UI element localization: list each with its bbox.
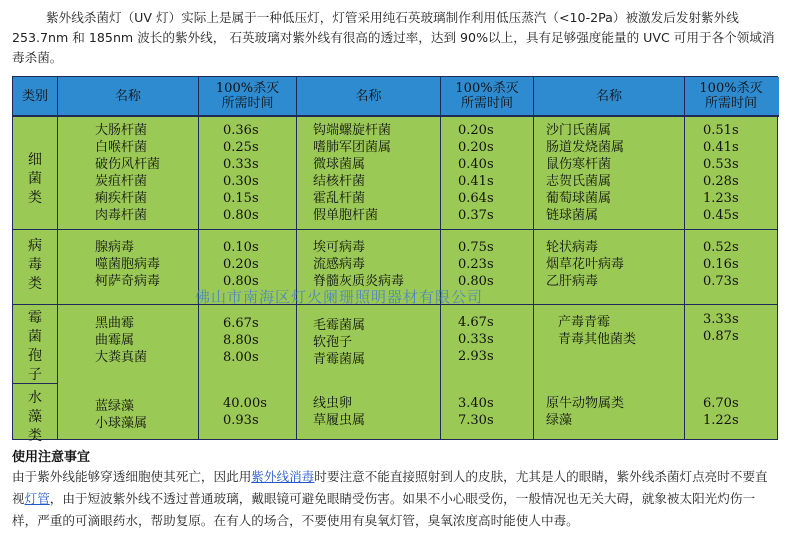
category-bacteria: 细 菌 类: [28, 152, 42, 206]
list-item: 0.64s: [458, 191, 494, 206]
list-item: 大肠杆菌: [95, 123, 148, 138]
list-item: 肠道发烧菌属: [546, 140, 625, 155]
list-item: 痢疾杆菌: [95, 191, 148, 206]
list-item: 产毒青霉: [558, 315, 611, 330]
category-algae: 水 藻 类: [28, 390, 42, 444]
grid-line: [57, 77, 58, 439]
list-item: 8.80s: [223, 333, 259, 348]
list-item: 毛霉菌属: [313, 318, 366, 333]
lamp-tube-link[interactable]: 灯管: [24, 491, 50, 506]
list-item: 原牛动物属类: [546, 396, 625, 411]
list-item: 0.36s: [223, 123, 259, 138]
list-item: 葡萄球菌属: [546, 191, 612, 206]
list-item: 0.10s: [223, 240, 259, 255]
virus-times-3: [703, 239, 739, 290]
list-item: 青霉菌属: [313, 352, 366, 367]
list-item: 1.23s: [703, 191, 739, 206]
list-item: 0.28s: [703, 174, 739, 189]
grid-line: [13, 229, 777, 230]
notes-title: 使用注意事宜: [12, 450, 91, 465]
list-item: 6.70s: [703, 396, 739, 411]
algae-names-3: [546, 395, 624, 429]
list-item: 7.30s: [458, 413, 494, 428]
header-name-2: 名称: [355, 88, 382, 104]
header-name-3: 名称: [595, 88, 622, 104]
list-item: 0.25s: [223, 140, 259, 155]
list-item: 乙肝病毒: [546, 274, 599, 289]
grid-line: [440, 77, 441, 439]
list-item: 0.33s: [458, 332, 494, 347]
virus-times-1: [223, 239, 259, 290]
list-item: 曲霉属: [95, 333, 135, 348]
list-item: 4.67s: [458, 315, 494, 330]
bacteria-times-3: [703, 122, 739, 224]
list-item: 0.53s: [703, 157, 739, 172]
list-item: 蓝绿藻: [95, 399, 135, 414]
bacteria-names-2: [313, 122, 391, 224]
bacteria-names-3: [546, 122, 624, 224]
table-header: [13, 77, 779, 117]
algae-times-3: [703, 395, 739, 429]
uv-disinfection-link[interactable]: 紫外线消毒: [251, 469, 315, 484]
list-item: 白喉杆菌: [95, 140, 148, 155]
list-item: 结核杆菌: [313, 174, 366, 189]
list-item: 0.51s: [703, 123, 739, 138]
algae-times-2: [458, 395, 494, 429]
header-time-2: 100%杀灭 所需时间: [455, 81, 519, 111]
list-item: 炭疽杆菌: [95, 174, 148, 189]
header-time-1: 100%杀灭 所需时间: [215, 81, 280, 111]
list-item: 鼠伤寒杆菌: [546, 157, 612, 172]
category-virus: 病 毒 类: [28, 238, 42, 292]
algae-names-2: [313, 395, 365, 429]
list-item: 0.75s: [458, 240, 494, 255]
list-item: 0.87s: [703, 329, 739, 344]
mold-names-2: [313, 317, 365, 368]
list-item: 0.20s: [223, 257, 259, 272]
list-item: 0.80s: [223, 208, 259, 223]
list-item: 绿藻: [546, 413, 573, 428]
list-item: 烟草花叶病毒: [546, 257, 625, 272]
algae-times-1: [223, 395, 267, 429]
list-item: 0.41s: [703, 140, 739, 155]
list-item: 0.80s: [458, 274, 494, 289]
virus-names-2: [313, 239, 404, 290]
notes-paragraph: 由于紫外线能够穿透细胞使其死亡，因此用紫外线消毒时要注意不能直接照射到人的皮肤，尤其是人的眼睛，紫外线杀菌灯点亮时不要直视灯管，由于短波紫外线不透过普通玻璃，戴眼镜可避免眼睛受伤害。如果不小心眼受伤，一般情况也无关大碍，就象被太阳光灼伤一样，严重的可滴眼药水，帮助复原。在有人的场合，不要使用有臭氧灯管，臭氧浓度高时能使人中毒。: [12, 469, 768, 528]
list-item: 0.33s: [223, 157, 259, 172]
mold-times-2: [458, 314, 494, 365]
list-item: 0.45s: [703, 208, 739, 223]
watermark: 佛山市南海区灯火阑珊照明器材有限公司: [195, 288, 484, 306]
mold-names-3: [558, 314, 636, 348]
mold-times-3: [703, 311, 739, 345]
virus-names-1: [95, 239, 160, 290]
uv-sterilization-table: [12, 76, 778, 444]
virus-times-2: [458, 239, 494, 290]
list-item: 青毒其他菌类: [558, 332, 637, 347]
list-item: 0.40s: [458, 157, 494, 172]
list-item: 腺病毒: [95, 240, 135, 255]
list-item: 脊髓灰质炎病毒: [313, 274, 405, 289]
grid-line: [533, 77, 534, 439]
grid-line: [198, 77, 199, 439]
list-item: 3.40s: [458, 396, 494, 411]
list-item: 草履虫属: [313, 413, 366, 428]
list-item: 小球藻属: [95, 416, 148, 431]
list-item: 霍乱杆菌: [313, 191, 366, 206]
virus-names-3: [546, 239, 624, 290]
list-item: 0.20s: [458, 140, 494, 155]
list-item: 0.93s: [223, 413, 259, 428]
list-item: 肉毒杆菌: [95, 208, 148, 223]
list-item: 钩端螺旋杆菌: [313, 123, 392, 138]
list-item: 1.22s: [703, 413, 739, 428]
list-item: 嗜肺军团菌属: [313, 140, 392, 155]
list-item: 大粪真菌: [95, 350, 148, 365]
list-item: 0.52s: [703, 240, 739, 255]
list-item: 假单胞杆菌: [313, 208, 379, 223]
grid-line: [296, 77, 297, 439]
list-item: 40.00s: [223, 396, 267, 411]
list-item: 破伤风杆菌: [95, 157, 161, 172]
bacteria-names-1: [95, 122, 160, 224]
mold-names-1: [95, 315, 147, 366]
list-item: 链球菌属: [546, 208, 599, 223]
intro-paragraph: 紫外线杀菌灯（UV 灯）实际上是属于一种低压灯，灯管采用纯石英玻璃制作利用低压蒸汽（<10-2Pa）被激发后发射紫外线 253.7nm 和 185nm 波长的紫外线， 石英玻璃对紫外线有很高的透过率，达到 90%以上，具有足够强度能量的 UVC 可用于各个领域消毒杀菌。: [12, 10, 775, 65]
list-item: 0.23s: [458, 257, 494, 272]
list-item: 线虫卵: [313, 396, 353, 411]
list-item: 8.00s: [223, 350, 259, 365]
list-item: 柯萨奇病毒: [95, 274, 161, 289]
list-item: 微球菌属: [313, 157, 366, 172]
list-item: 软孢子: [313, 335, 353, 350]
header-category: 类别: [21, 88, 48, 104]
bacteria-times-1: [223, 122, 259, 224]
bacteria-times-2: [458, 122, 494, 224]
list-item: 0.16s: [703, 257, 739, 272]
list-item: 6.67s: [223, 316, 259, 331]
list-item: 0.15s: [223, 191, 259, 206]
list-item: 2.93s: [458, 349, 494, 364]
list-item: 0.73s: [703, 274, 739, 289]
list-item: 0.37s: [458, 208, 494, 223]
algae-names-1: [95, 398, 147, 432]
list-item: 志贺氏菌属: [546, 174, 612, 189]
grid-line: [684, 77, 685, 439]
header-name-1: 名称: [114, 88, 141, 104]
list-item: 3.33s: [703, 312, 739, 327]
list-item: 0.20s: [458, 123, 494, 138]
category-mold: 霉 菌 孢 子: [28, 310, 42, 383]
list-item: 0.80s: [223, 274, 259, 289]
list-item: 轮状病毒: [546, 240, 599, 255]
list-item: 流感病毒: [313, 257, 366, 272]
list-item: 沙门氏菌属: [546, 123, 612, 138]
list-item: 噬菌胞病毒: [95, 257, 161, 272]
list-item: 埃可病毒: [313, 240, 366, 255]
list-item: 0.41s: [458, 174, 494, 189]
header-time-3: 100%杀灭 所需时间: [699, 81, 763, 111]
mold-times-1: [223, 315, 259, 366]
list-item: 黑曲霉: [95, 316, 135, 331]
list-item: 0.30s: [223, 174, 259, 189]
